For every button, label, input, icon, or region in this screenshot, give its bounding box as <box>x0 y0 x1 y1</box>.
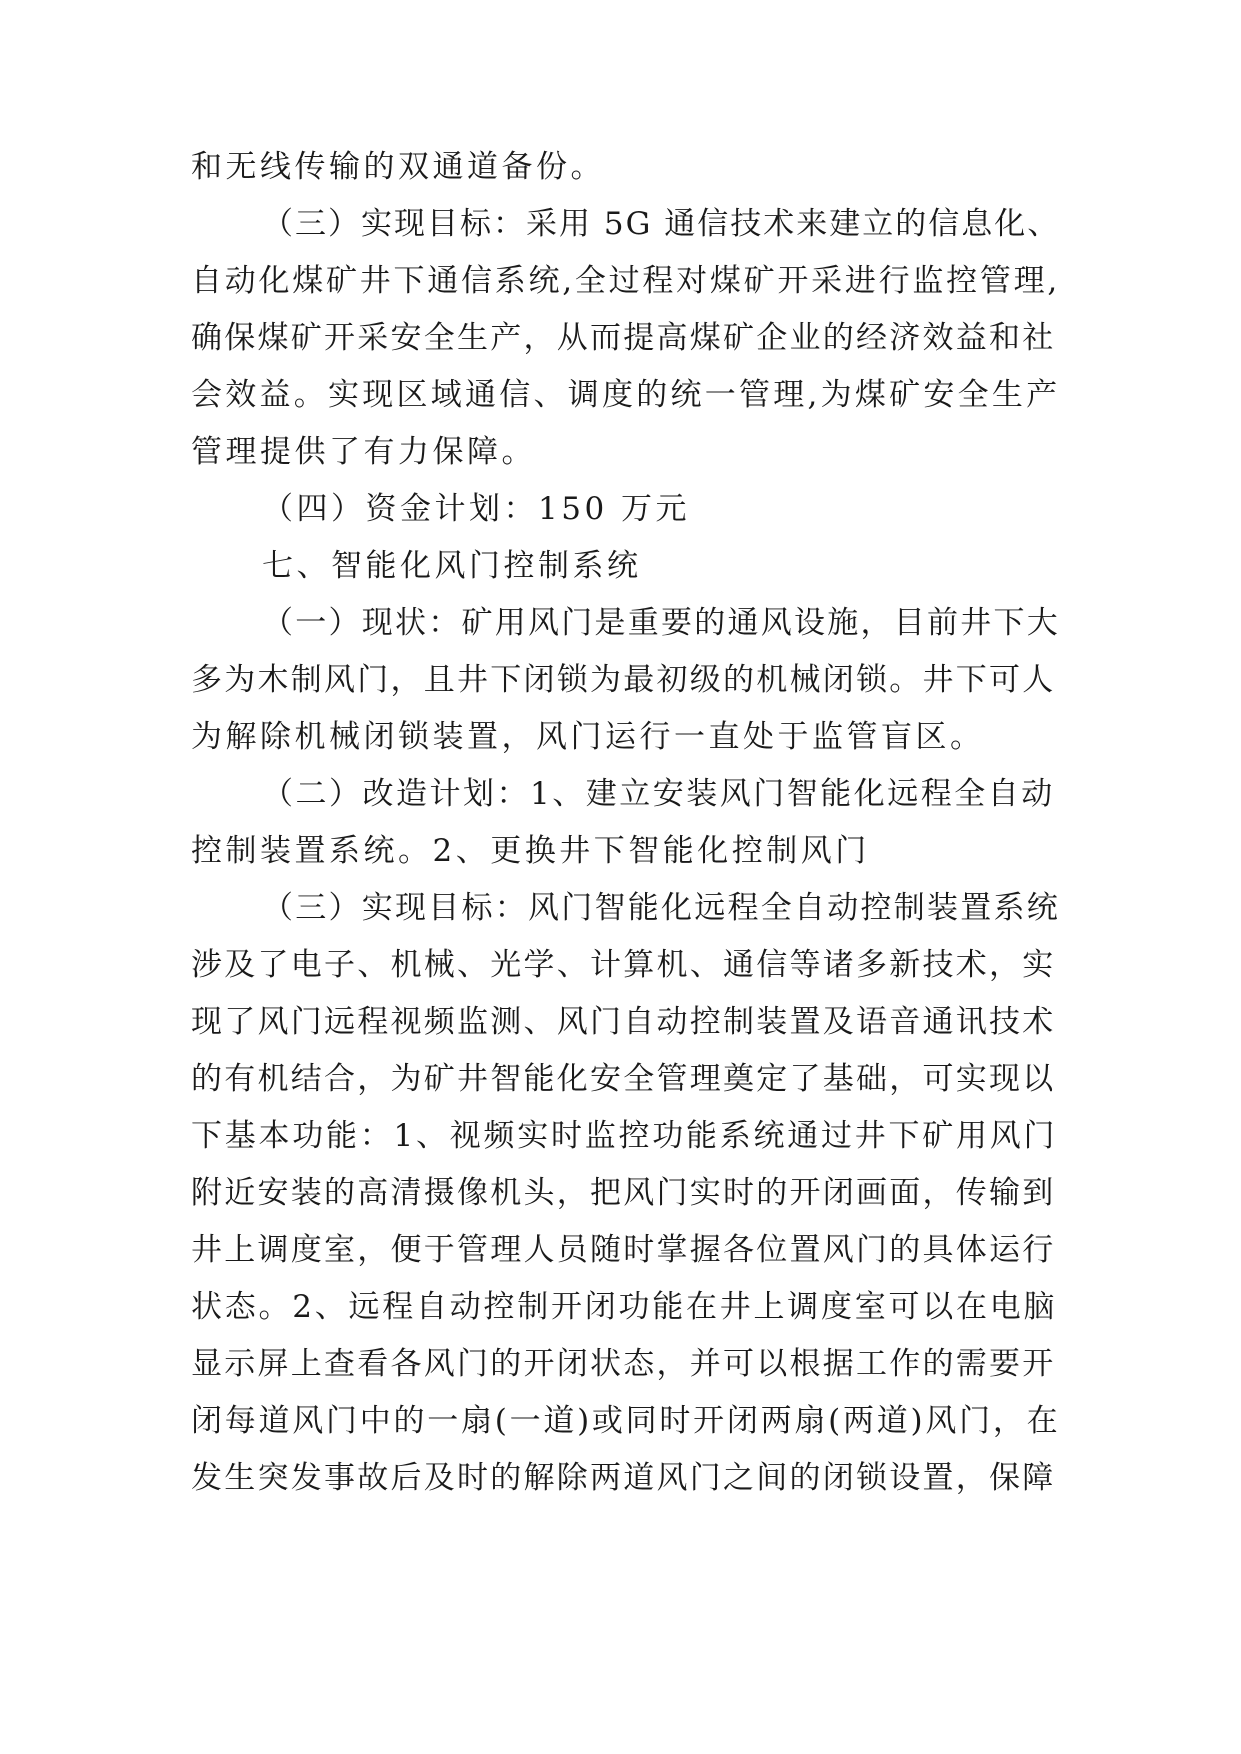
text-line: （三）实现目标：采用 5G 通信技术来建立的信息化、 <box>262 206 1061 242</box>
text-line: 自动化煤矿井下通信系统,全过程对煤矿开采进行监控管理, <box>191 263 1060 299</box>
text-line: 状态。2、远程自动控制开闭功能在井上调度室可以在电脑 <box>191 1289 1058 1325</box>
text-line: 涉及了电子、机械、光学、计算机、通信等诸多新技术，实 <box>191 947 1056 983</box>
text-line: 下基本功能：1、视频实时监控功能系统通过井下矿用风门 <box>191 1118 1058 1154</box>
text-line: 附近安装的高清摄像机头，把风门实时的开闭画面，传输到 <box>191 1175 1056 1211</box>
text-line: 显示屏上查看各风门的开闭状态，并可以根据工作的需要开 <box>191 1346 1056 1382</box>
text-line: 为解除机械闭锁装置，风门运行一直处于监管盲区。 <box>191 719 985 755</box>
text-line: 闭每道风门中的一扇(一道)或同时开闭两扇(两道)风门，在 <box>191 1403 1061 1439</box>
text-line: 多为木制风门，且井下闭锁为最初级的机械闭锁。井下可人 <box>191 662 1056 698</box>
text-line: （二）改造计划：1、建立安装风门智能化远程全自动 <box>262 776 1055 812</box>
text-line: 确保煤矿开采安全生产，从而提高煤矿企业的经济效益和社 <box>191 320 1056 356</box>
text-line: （三）实现目标：风门智能化远程全自动控制装置系统 <box>262 890 1060 926</box>
text-line: 发生突发事故后及时的解除两道风门之间的闭锁设置，保障 <box>191 1460 1056 1496</box>
text-line: 和无线传输的双通道备份。 <box>191 149 605 185</box>
text-line: 的有机结合，为矿井智能化安全管理奠定了基础，可实现以 <box>191 1061 1056 1097</box>
text-line: 井上调度室，便于管理人员随时掌握各位置风门的具体运行 <box>191 1232 1056 1268</box>
text-line: 会效益。实现区域通信、调度的统一管理,为煤矿安全生产 <box>191 377 1061 413</box>
text-line: 管理提供了有力保障。 <box>191 434 536 470</box>
text-line: 现了风门远程视频监测、风门自动控制装置及语音通讯技术 <box>191 1004 1056 1040</box>
text-line: （一）现状：矿用风门是重要的通风设施，目前井下大 <box>262 605 1060 641</box>
text-line: 控制装置系统。2、更换井下智能化控制风门 <box>191 833 870 869</box>
section-heading: 七、智能化风门控制系统 <box>262 548 642 584</box>
text-line: （四）资金计划：150 万元 <box>262 491 691 527</box>
